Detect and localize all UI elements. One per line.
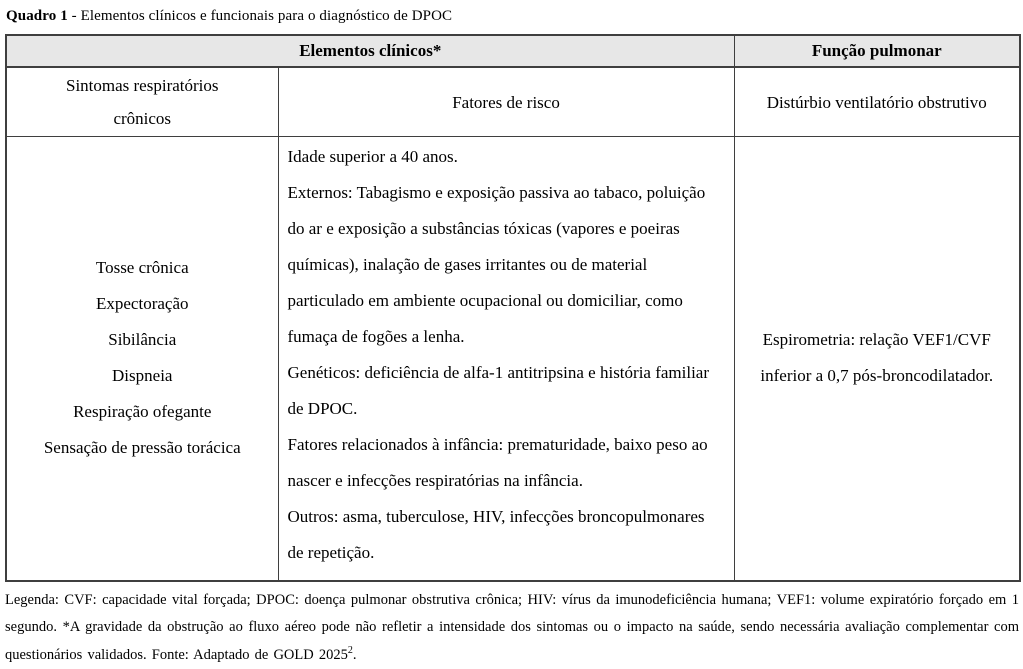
header-cell-funcao-pulmonar: Função pulmonar — [734, 35, 1020, 67]
table-caption-text: - Elementos clínicos e funcionais para o diagnóstico de DPOC — [68, 8, 452, 24]
subheader-cell-sintomas — [6, 67, 278, 137]
symptom-item: Sibilância — [8, 322, 277, 358]
symptom-item: Sensação de pressão torácica — [8, 430, 277, 466]
risk-factor-paragraph: Genéticos: deficiência de alfa-1 antitripsina e história familiar de DPOC. — [288, 355, 725, 427]
table-legend — [5, 587, 1019, 669]
legend-citation-superscript: 2 — [348, 645, 353, 656]
header-cell-elementos-clinicos: Elementos clínicos* — [6, 35, 734, 67]
symptom-item: Dispneia — [8, 358, 277, 394]
risk-factor-paragraph: Idade superior a 40 anos. — [288, 139, 725, 175]
symptoms-list-cell — [6, 137, 278, 581]
legend-suffix: . — [353, 647, 357, 663]
pulmonary-function-text: Espirometria: relação VEF1/CVF inferior a 0,7 pós-broncodilatador. — [759, 322, 994, 394]
subheader-cell-disturbio: Distúrbio ventilatório obstrutivo — [734, 67, 1020, 137]
subheader-sintomas-text: Sintomas respiratórios crônicos — [40, 69, 245, 135]
subheader-cell-fatores: Fatores de risco — [278, 67, 734, 137]
table-caption-label: Quadro 1 — [6, 8, 68, 24]
risk-factor-paragraph: Fatores relacionados à infância: prematuridade, baixo peso ao nascer e infecções respiratórias na infância. — [288, 427, 725, 499]
header-row — [6, 35, 1020, 67]
body-row — [6, 137, 1020, 581]
risk-factors-cell — [278, 137, 734, 581]
symptom-item: Expectoração — [8, 286, 277, 322]
symptom-item: Respiração ofegante — [8, 394, 277, 430]
quadro-1-table — [5, 34, 1021, 582]
legend-text: Legenda: CVF: capacidade vital forçada; DPOC: doença pulmonar obstrutiva crônica; HIV: vírus da imunodeficiência humana; VEF1: volume expiratório forçado em 1 segundo. *A gravidade da obstrução ao fluxo aéreo pode não refletir a intensidade dos sintomas ou o impacto na saúde, sendo necessária avaliação complementar com questionários validados. Fonte: Adaptado de GOLD 2025 — [5, 592, 1019, 663]
risk-factor-paragraph: Externos: Tabagismo e exposição passiva ao tabaco, poluição do ar e exposição a substâncias tóxicas (vapores e poeiras químicas), inalação de gases irritantes ou de material particulado em ambiente ocupacional ou domiciliar, como fumaça de fogões a lenha. — [288, 175, 725, 355]
symptom-item: Tosse crônica — [8, 250, 277, 286]
subheader-row — [6, 67, 1020, 137]
table-caption — [6, 8, 1019, 25]
pulmonary-function-cell — [734, 137, 1020, 581]
risk-factor-paragraph: Outros: asma, tuberculose, HIV, infecções broncopulmonares de repetição. — [288, 499, 725, 571]
